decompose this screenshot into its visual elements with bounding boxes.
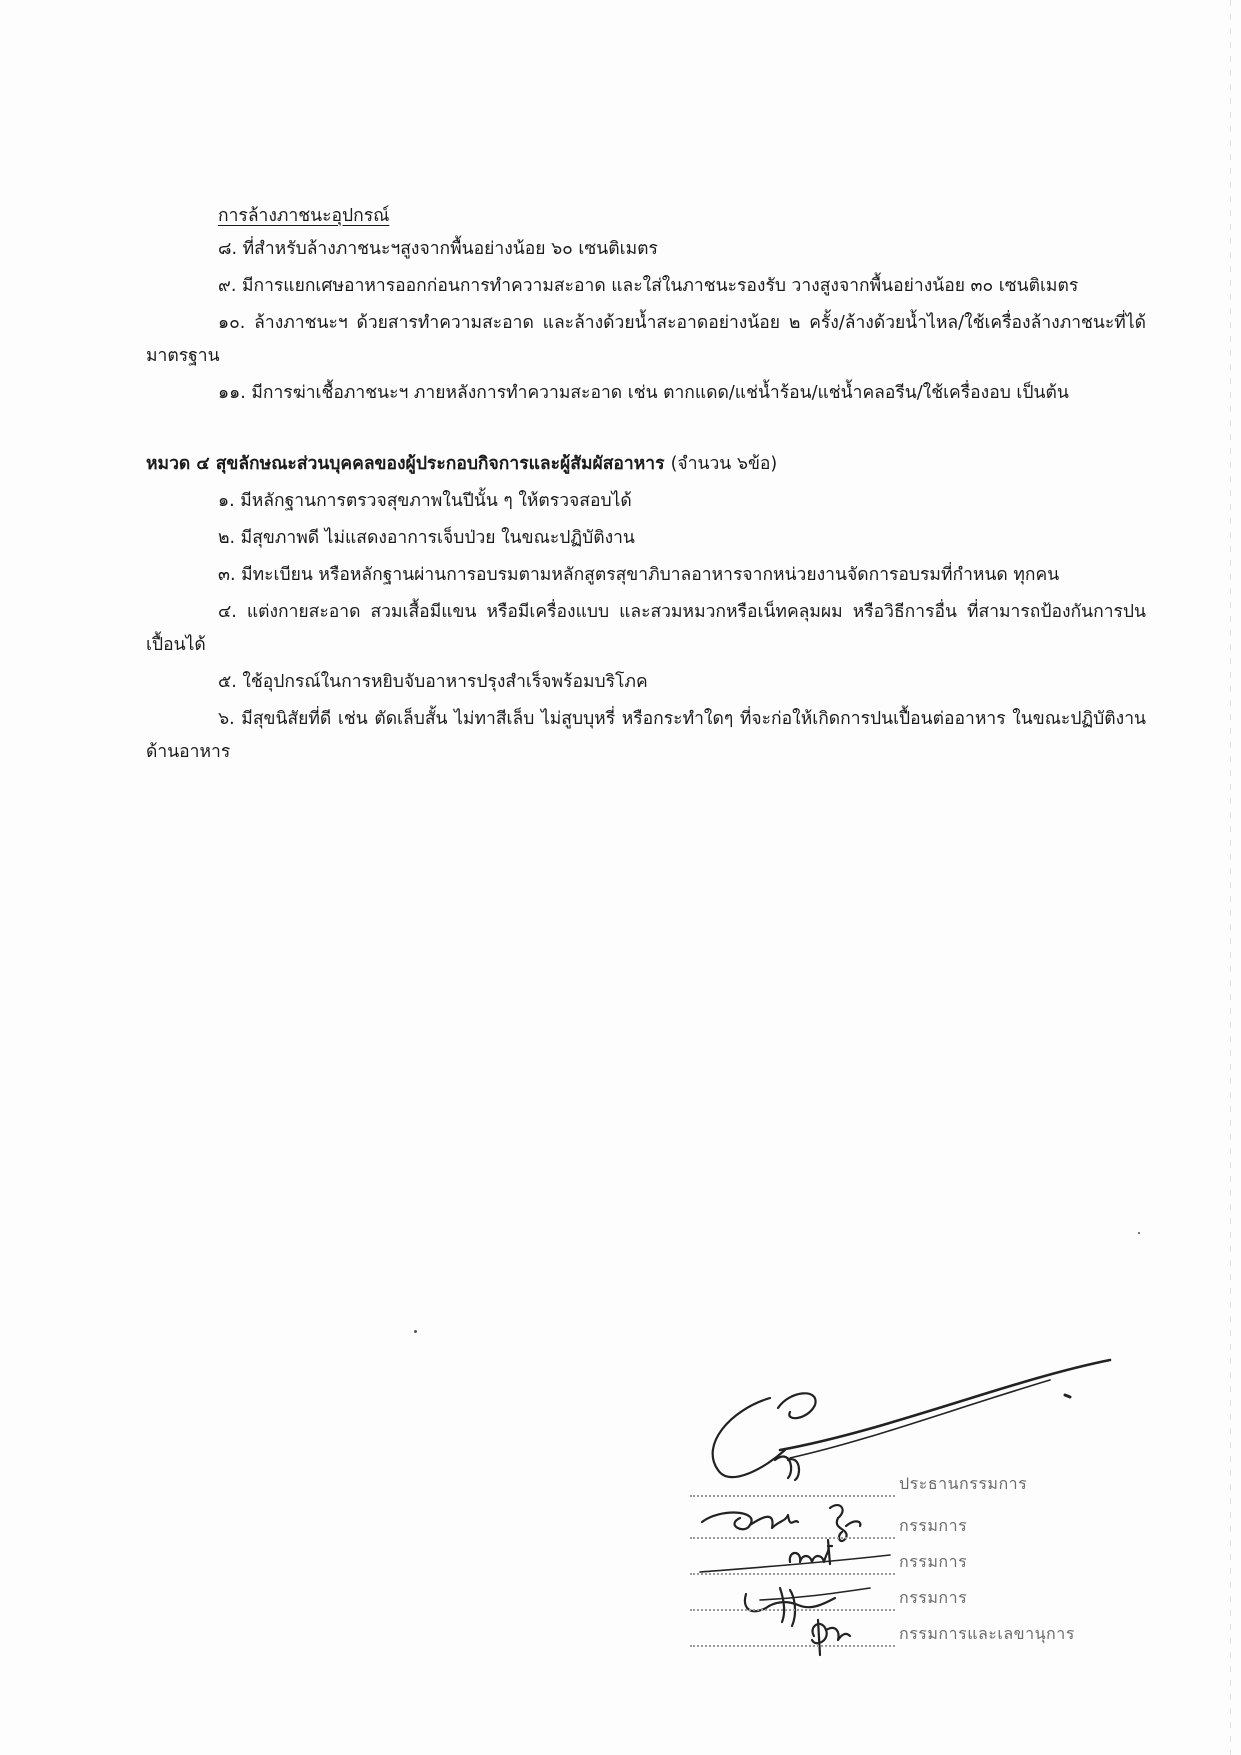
wash-section-heading: การล้างภาชนะอุปกรณ์ (218, 206, 390, 226)
wash-item-10: ๑๐. ล้างภาชนะฯ ด้วยสารทำความสะอาด และล้างด้วยน้ำสะอาดอย่างน้อย ๒ ครั้ง/ล้างด้วยน้ำไหล/ใช้เครื่องล้างภาชนะที่ได้มาตรฐาน (146, 313, 1146, 366)
dotted-line (690, 1553, 895, 1575)
signature-role: กรรมการ (899, 1588, 968, 1607)
signature-role: กรรมการและเลขานุการ (899, 1624, 1075, 1643)
scan-edge-mark (1230, 0, 1231, 1755)
wash-item-8: ๘. ที่สำหรับล้างภาชนะฯสูงจากพื้นอย่างน้อย ๖๐ เซนติเมตร (218, 239, 658, 259)
dotted-line (690, 1589, 895, 1611)
dotted-line (690, 1475, 895, 1497)
signature-line-chairman (690, 1472, 1027, 1497)
signature-role: กรรมการ (899, 1516, 968, 1535)
hygiene-section-title-text: หมวด ๔ สุขลักษณะส่วนบุคคลของผู้ประกอบกิจการและผู้สัมผัสอาหาร (146, 454, 665, 474)
signature-role: ประธานกรรมการ (899, 1474, 1028, 1493)
dotted-line (690, 1517, 895, 1539)
section-spacer (146, 414, 1146, 448)
stray-dot (1138, 1232, 1140, 1234)
dotted-line (690, 1625, 895, 1647)
hygiene-item-3: ๓. มีทะเบียน หรือหลักฐานผ่านการอบรมตามหลักสูตรสุขาภิบาลอาหารจากหน่วยงานจัดการอบรมที่กำหนด ทุกคน (218, 565, 1060, 585)
signature-line-secretary (690, 1622, 1075, 1647)
wash-item-9: ๙. มีการแยกเศษอาหารออกก่อนการทำความสะอาด และใส่ในภาชนะรองรับ วางสูงจากพื้นอย่างน้อย ๓๐ เซนติเมตร (218, 276, 1079, 296)
signature-line-member-3 (690, 1586, 967, 1611)
signature-line-member-1 (690, 1514, 967, 1539)
hygiene-section-count: (จำนวน ๖ข้อ) (670, 454, 778, 474)
hygiene-section-title (146, 448, 1146, 481)
signature-line-member-2 (690, 1550, 967, 1575)
hygiene-item-2: ๒. มีสุขภาพดี ไม่แสดงอาการเจ็บป่วย ในขณะปฏิบัติงาน (218, 528, 635, 548)
hygiene-item-5: ๕. ใช้อุปกรณ์ในการหยิบจับอาหารปรุงสำเร็จพร้อมบริโภค (218, 672, 648, 692)
signature-block (690, 1350, 1210, 1670)
signature-role: กรรมการ (899, 1552, 968, 1571)
wash-item-11: ๑๑. มีการฆ่าเชื้อภาชนะฯ ภายหลังการทำความสะอาด เช่น ตากแดด/แช่น้ำร้อน/แช่น้ำคลอรีน/ใช้เครื่องอบ เป็นต้น (218, 383, 1069, 403)
hygiene-item-1: ๑. มีหลักฐานการตรวจสุขภาพในปีนั้น ๆ ให้ตรวจสอบได้ (218, 491, 632, 511)
hygiene-item-4: ๔. แต่งกายสะอาด สวมเสื้อมีแขน หรือมีเครื่องแบบ และสวมหมวกหรือเน็ทคลุมผม หรือวิธีการอื่น ที่สามารถป้องกันการปนเปื้อนได้ (146, 602, 1146, 655)
stray-dot (414, 1330, 417, 1333)
document-body (146, 200, 1146, 773)
hygiene-item-6: ๖. มีสุขนิสัยที่ดี เช่น ตัดเล็บสั้น ไม่ทาสีเล็บ ไม่สูบบุหรี่ หรือกระทำใดๆ ที่จะก่อให้เกิดการปนเปื้อนต่ออาหาร ในขณะปฏิบัติงานด้านอาหาร (146, 709, 1146, 762)
